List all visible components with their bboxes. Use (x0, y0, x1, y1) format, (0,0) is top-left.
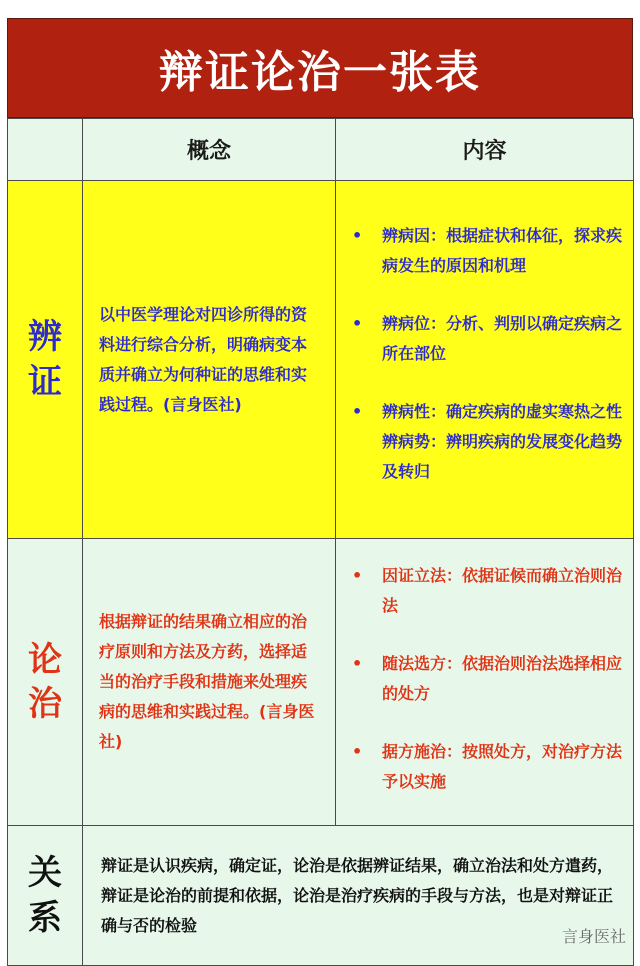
row-bianzheng (8, 181, 634, 539)
row-label-bianzheng: 辨 证 (8, 181, 83, 539)
bianzheng-item: 辨病势：辨明疾病的发展变化趋势及转归 (382, 432, 623, 481)
lunzhi-item: • 因证立法：依据证候而确立治则治法 (336, 561, 633, 621)
lunzhi-concept: 根据辩证的结果确立相应的治疗原则和方法及方药，选择适当的治疗手段和措施来处理疾病的思维和实践过程。(言身医社) (83, 539, 336, 826)
bianzheng-concept: 以中医学理论对四诊所得的资料进行综合分析，明确病变本质并确立为何种证的思维和实践过程。(言身医社) (83, 181, 336, 539)
header-row (8, 119, 634, 181)
header-concept: 概念 (83, 119, 336, 181)
watermark: 言身医社 (561, 927, 626, 946)
summary-table (7, 118, 634, 966)
row-label-guanxi: 关 系 (8, 826, 83, 966)
lunzhi-item: • 随法选方：依据治则治法选择相应的处方 (336, 649, 633, 709)
row-label-lunzhi: 论 治 (8, 539, 83, 826)
bianzheng-item: • 辨病位：分析、判别以确定疾病之所在部位 (336, 309, 633, 369)
lunzhi-content (336, 539, 634, 826)
page-title: 辩证论治一张表 (7, 18, 633, 118)
guanxi-text: 辩证是认识疾病，确定证，论治是依据辨证结果，确立治法和处方遣药，辩证是论治的前提和依据，论治是治疗疾病的手段与方法，也是对辩证正确与否的检验 (83, 826, 634, 966)
row-guanxi (8, 826, 634, 966)
row-lunzhi (8, 539, 634, 826)
lunzhi-item: • 据方施治：按照处方，对治疗方法予以实施 (336, 737, 633, 797)
header-corner (8, 119, 83, 181)
header-content: 内容 (336, 119, 634, 181)
bianzheng-item: • 辨病性：确定疾病的虚实寒热之性 (336, 397, 633, 427)
bianzheng-item: • 辨病因：根据症状和体征，探求疾病发生的原因和机理 (336, 221, 633, 281)
bianzheng-content (336, 181, 634, 539)
